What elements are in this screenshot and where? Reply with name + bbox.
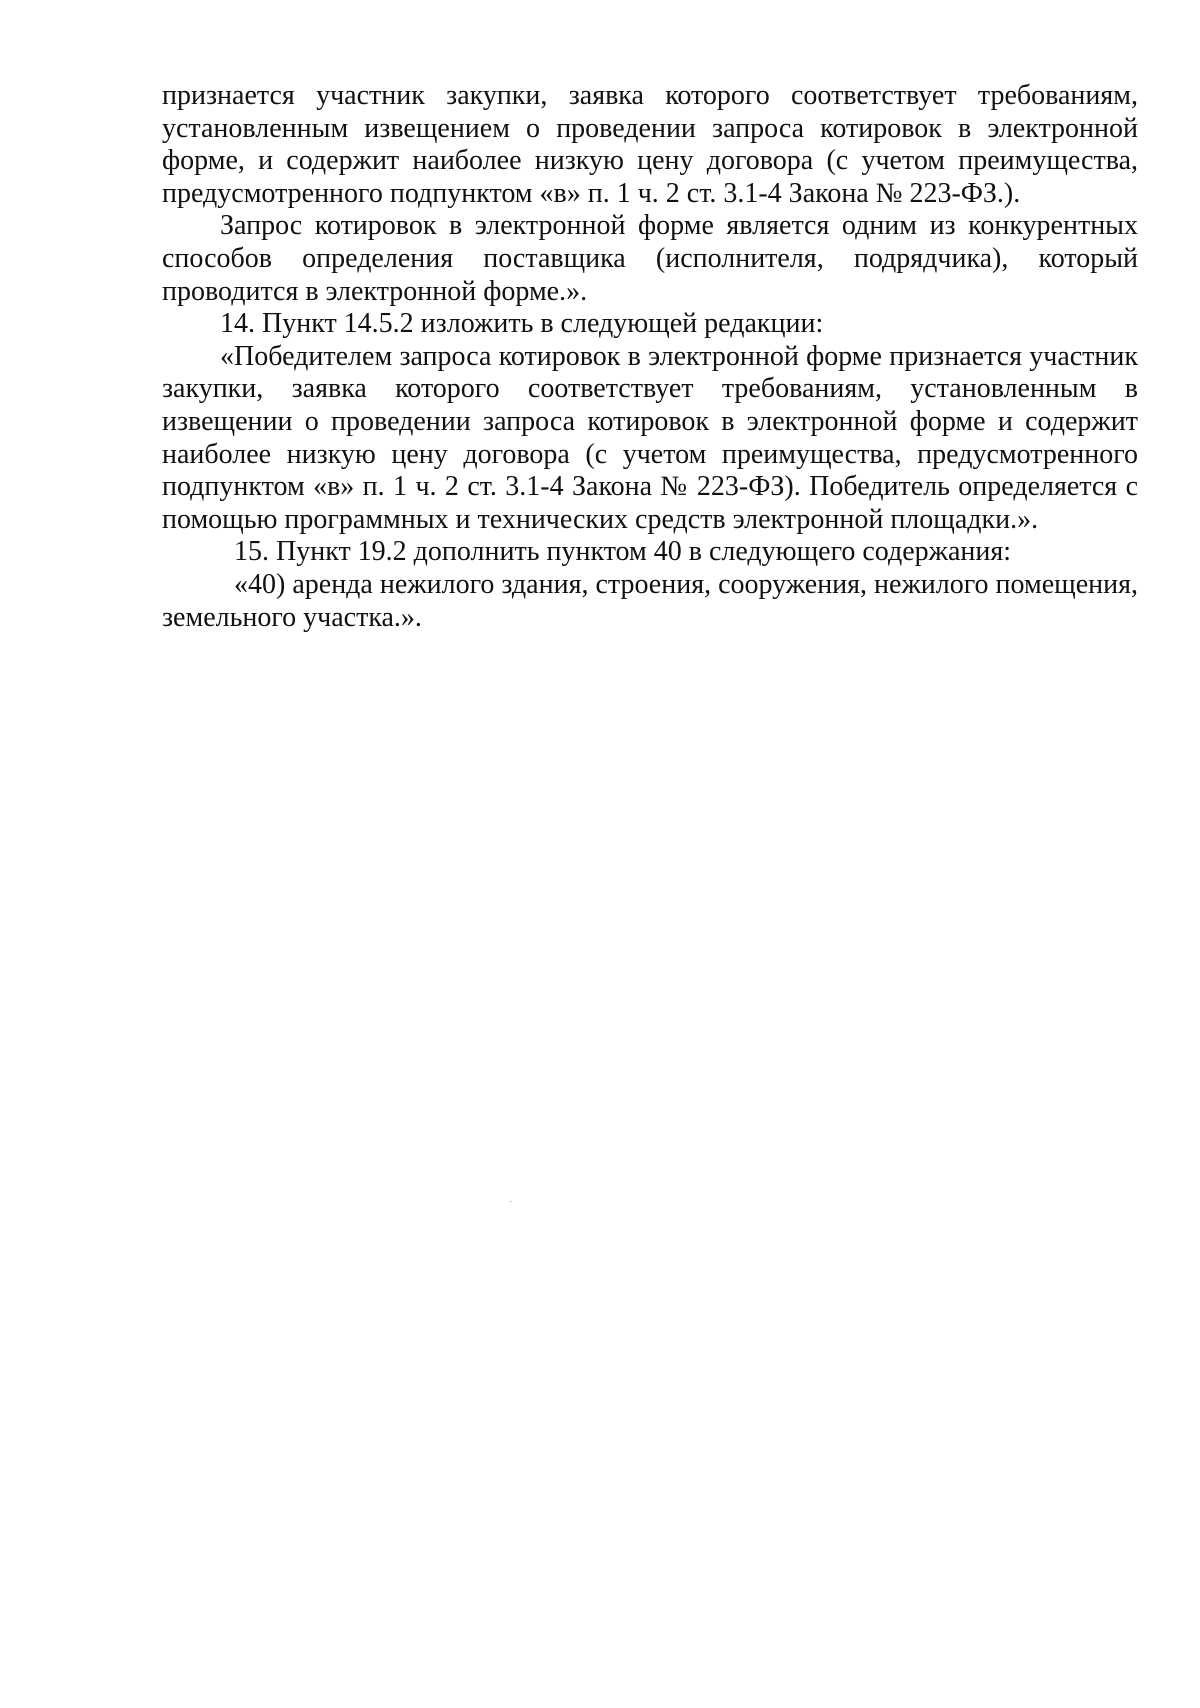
paragraph-item-15-text: «40) аренда нежилого здания, строения, сооружения, нежилого помещения, земельного участка.». bbox=[162, 568, 1138, 633]
paragraph-item-14-text: «Победителем запроса котировок в электронной форме признается участник закупки, заявка которого соответствует требованиям, установленным в извещении о проведении запроса котировок в электронной форме и содержит наиболее низкую цену договора (с учетом преимущества, предусмотренного подпунктом «в» п. 1 ч. 2 ст. 3.1-4 Закона № 223-ФЗ). Победитель определяется с помощью программных и технических средств электронной площадки.». bbox=[162, 340, 1138, 535]
scan-artifact bbox=[510, 1201, 512, 1202]
paragraph-item-15: 15. Пункт 19.2 дополнить пунктом 40 в следующего содержания: bbox=[234, 536, 1012, 568]
paragraph-quotation-definition: Запрос котировок в электронной форме является одним из конкурентных способов определения поставщика (исполнителя, подрядчика), который проводится в электронной форме.». bbox=[162, 210, 1138, 307]
paragraph-item-14: 14. Пункт 14.5.2 изложить в следующей редакции: bbox=[220, 308, 824, 340]
document-body bbox=[162, 80, 1138, 634]
paragraph-continuation: признается участник закупки, заявка которого соответствует требованиям, установленным извещением о проведении запроса котировок в электронной форме, и содержит наиболее низкую цену договора (с учетом преимущества, предусмотренного подпунктом «в» п. 1 ч. 2 ст. 3.1-4 Закона № 223-ФЗ.). bbox=[162, 80, 1138, 209]
